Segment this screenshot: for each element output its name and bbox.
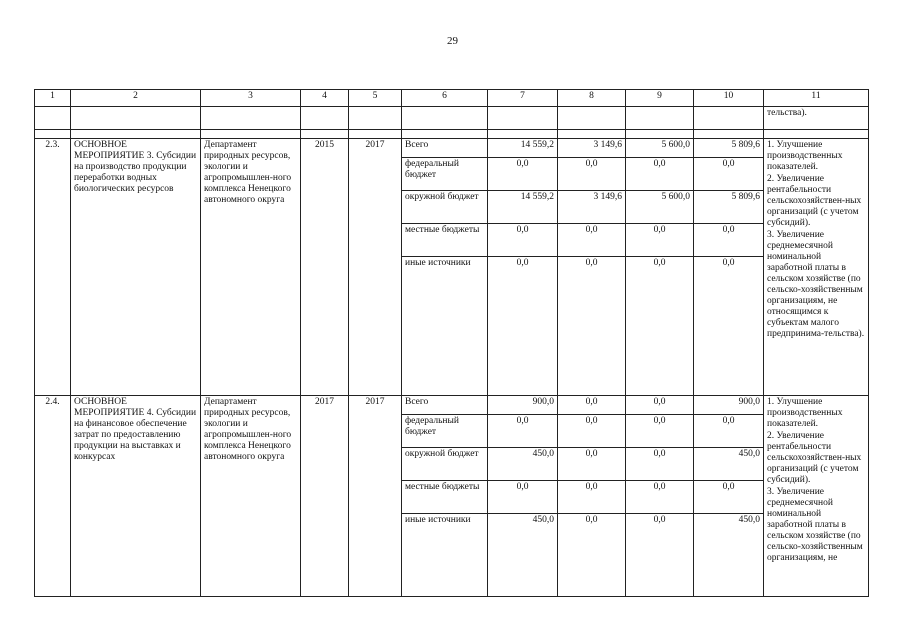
- spacer-row: [35, 130, 869, 139]
- objective: 3. Увеличение среднемесячной номинальной заработной платы в сельском хозяйстве (по сельско-хозяйственным организациям, не относящимся к субъектам малого предпринима-тельства).: [767, 230, 865, 339]
- value-cell: 0,0: [488, 415, 558, 448]
- value-cell: 5 809,6: [694, 191, 764, 224]
- value-cell: 450,0: [488, 448, 558, 481]
- objective: 2. Увеличение рентабельности сельскохозяйствен-ных организаций (с учетом субсидий).: [767, 431, 862, 485]
- value-cell: 0,0: [626, 224, 694, 257]
- value-cell: 0,0: [558, 481, 626, 514]
- value-cell: 900,0: [694, 396, 764, 415]
- funding-source: федеральный бюджет: [402, 158, 488, 191]
- value-cell: 0,0: [694, 257, 764, 396]
- col-header: 10: [694, 90, 764, 107]
- value-cell: 5 600,0: [626, 139, 694, 158]
- table-row: [35, 139, 869, 158]
- col-header: 4: [301, 90, 349, 107]
- value-cell: 0,0: [558, 257, 626, 396]
- page-number: 29: [447, 35, 458, 47]
- funding-source: местные бюджеты: [402, 224, 488, 257]
- value-cell: 0,0: [694, 224, 764, 257]
- funding-source: иные источники: [402, 257, 488, 396]
- value-cell: 0,0: [626, 514, 694, 597]
- header-row: [35, 90, 869, 107]
- value-cell: 14 559,2: [488, 139, 558, 158]
- value-cell: 0,0: [558, 396, 626, 415]
- value-cell: 450,0: [694, 448, 764, 481]
- value-cell: 3 149,6: [558, 191, 626, 224]
- col-header: 11: [764, 90, 869, 107]
- value-cell: 0,0: [488, 481, 558, 514]
- measure-name: ОСНОВНОЕ МЕРОПРИЯТИЕ 3. Субсидии на производство продукции переработки водных биологических ресурсов: [71, 139, 201, 396]
- value-cell: 0,0: [488, 257, 558, 396]
- col-header: 7: [488, 90, 558, 107]
- value-cell: 0,0: [694, 415, 764, 448]
- funding-source: Всего: [402, 396, 488, 415]
- value-cell: 5 600,0: [626, 191, 694, 224]
- start-year: 2015: [301, 139, 349, 396]
- value-cell: 14 559,2: [488, 191, 558, 224]
- funding-source: местные бюджеты: [402, 481, 488, 514]
- funding-source: Всего: [402, 139, 488, 158]
- executor: Департамент природных ресурсов, экологии и агропромышлен-ного комплекса Ненецкого автономного округа: [201, 139, 301, 396]
- value-cell: 0,0: [694, 481, 764, 514]
- row-number: 2.3.: [35, 139, 71, 396]
- end-year: 2017: [349, 396, 402, 597]
- value-cell: 0,0: [558, 158, 626, 191]
- value-cell: 900,0: [488, 396, 558, 415]
- objective: 1. Улучшение производственных показателей.: [767, 397, 843, 429]
- value-cell: 450,0: [694, 514, 764, 597]
- col-header: 6: [402, 90, 488, 107]
- executor: Департамент природных ресурсов, экологии и агропромышлен-ного комплекса Ненецкого автономного округа: [201, 396, 301, 597]
- row-number: 2.4.: [35, 396, 71, 597]
- program-table: [34, 89, 869, 597]
- value-cell: 0,0: [558, 415, 626, 448]
- continuation-row: [35, 107, 869, 130]
- objective: 3. Увеличение среднемесячной номинальной заработной платы в сельском хозяйстве (по сельско-хозяйственным организациям, не: [767, 487, 863, 563]
- col-header: 5: [349, 90, 402, 107]
- funding-source: окружной бюджет: [402, 448, 488, 481]
- objectives: [764, 396, 869, 597]
- objective: 1. Улучшение производственных показателей.: [767, 140, 843, 172]
- table-row: [35, 396, 869, 415]
- measure-name: ОСНОВНОЕ МЕРОПРИЯТИЕ 4. Субсидии на финансовое обеспечение затрат по предоставлению продукции на выставках и конкурсах: [71, 396, 201, 597]
- col-header: 1: [35, 90, 71, 107]
- value-cell: 0,0: [626, 257, 694, 396]
- value-cell: 0,0: [626, 158, 694, 191]
- col-header: 3: [201, 90, 301, 107]
- funding-source: окружной бюджет: [402, 191, 488, 224]
- continuation-text: тельства).: [764, 107, 869, 130]
- funding-source: федеральный бюджет: [402, 415, 488, 448]
- col-header: 2: [71, 90, 201, 107]
- value-cell: 3 149,6: [558, 139, 626, 158]
- value-cell: 0,0: [694, 158, 764, 191]
- objective: 2. Увеличение рентабельности сельскохозяйствен-ных организаций (с учетом субсидий).: [767, 174, 862, 228]
- value-cell: 0,0: [558, 448, 626, 481]
- value-cell: 450,0: [488, 514, 558, 597]
- value-cell: 5 809,6: [694, 139, 764, 158]
- value-cell: 0,0: [558, 514, 626, 597]
- col-header: 9: [626, 90, 694, 107]
- value-cell: 0,0: [626, 415, 694, 448]
- value-cell: 0,0: [558, 224, 626, 257]
- start-year: 2017: [301, 396, 349, 597]
- col-header: 8: [558, 90, 626, 107]
- objectives: [764, 139, 869, 396]
- value-cell: 0,0: [488, 224, 558, 257]
- value-cell: 0,0: [626, 396, 694, 415]
- end-year: 2017: [349, 139, 402, 396]
- value-cell: 0,0: [626, 481, 694, 514]
- funding-source: иные источники: [402, 514, 488, 597]
- value-cell: 0,0: [488, 158, 558, 191]
- value-cell: 0,0: [626, 448, 694, 481]
